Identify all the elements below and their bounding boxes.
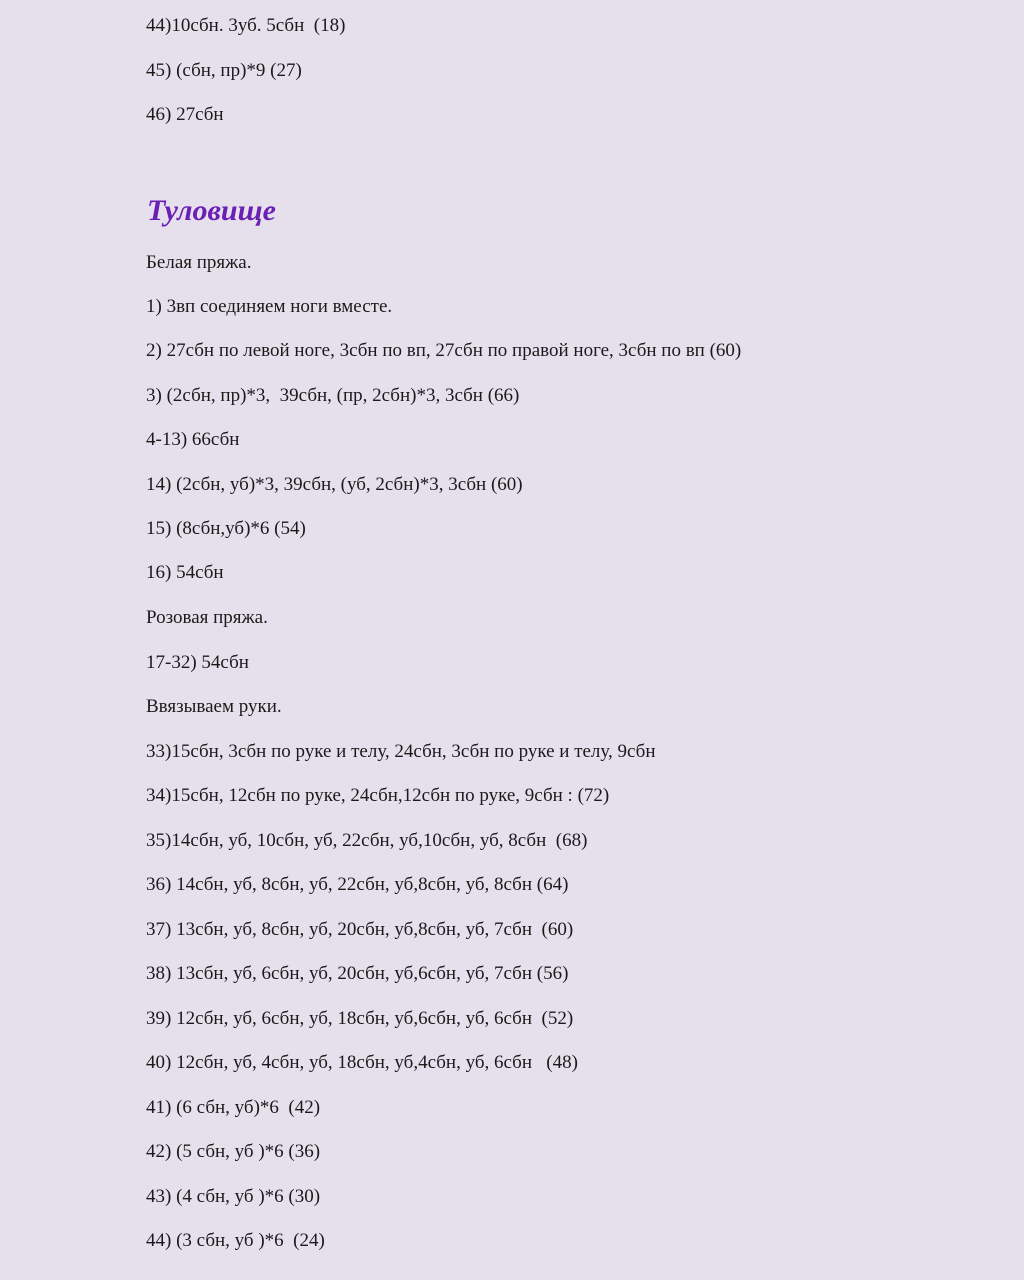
pattern-row: 1) 3вп соединяем ноги вместе. — [146, 296, 393, 317]
pattern-row: 34)15сбн, 12сбн по руке, 24сбн,12сбн по руке, 9сбн : (72) — [146, 785, 610, 806]
pattern-row: 14) (2сбн, уб)*3, 39сбн, (уб, 2сбн)*3, 3сбн (60) — [146, 474, 523, 495]
pattern-row-46: 46) 27сбн — [146, 104, 224, 125]
pattern-row-44: 44)10сбн. 3уб. 5сбн (18) — [146, 15, 346, 36]
step-note-arms: Ввязываем руки. — [146, 696, 282, 717]
pattern-row: 15) (8сбн,уб)*6 (54) — [146, 518, 306, 539]
section-title: Туловище — [147, 194, 276, 227]
pattern-row: 37) 13сбн, уб, 8сбн, уб, 20сбн, уб,8сбн, уб, 7сбн (60) — [146, 919, 574, 940]
pattern-row: 17-32) 54сбн — [146, 652, 249, 673]
pattern-row: 35)14сбн, уб, 10сбн, уб, 22сбн, уб,10сбн, уб, 8сбн (68) — [146, 830, 588, 851]
pattern-row: 43) (4 сбн, уб )*6 (30) — [146, 1186, 321, 1207]
pattern-row: 3) (2сбн, пр)*3, 39сбн, (пр, 2сбн)*3, 3сбн (66) — [146, 385, 520, 406]
pattern-row: 38) 13сбн, уб, 6сбн, уб, 20сбн, уб,6сбн, уб, 7сбн (56) — [146, 963, 569, 984]
yarn-note-white: Белая пряжа. — [146, 252, 252, 273]
pattern-row: 41) (6 сбн, уб)*6 (42) — [146, 1097, 321, 1118]
pattern-row: 40) 12сбн, уб, 4сбн, уб, 18сбн, уб,4сбн, уб, 6сбн (48) — [146, 1052, 578, 1073]
pattern-row: 33)15сбн, 3сбн по руке и телу, 24сбн, 3сбн по руке и телу, 9сбн — [146, 741, 656, 762]
pattern-row: 44) (3 сбн, уб )*6 (24) — [146, 1230, 325, 1251]
pattern-row: 16) 54сбн — [146, 562, 224, 583]
pattern-row: 2) 27сбн по левой ноге, 3сбн по вп, 27сбн по правой ноге, 3сбн по вп (60) — [146, 340, 742, 361]
pattern-row: 42) (5 сбн, уб )*6 (36) — [146, 1141, 321, 1162]
pattern-row: 39) 12сбн, уб, 6сбн, уб, 18сбн, уб,6сбн, уб, 6сбн (52) — [146, 1008, 574, 1029]
pattern-row: 36) 14сбн, уб, 8сбн, уб, 22сбн, уб,8сбн, уб, 8сбн (64) — [146, 874, 569, 895]
pattern-row-45: 45) (сбн, пр)*9 (27) — [146, 60, 302, 81]
pattern-row: 4-13) 66сбн — [146, 429, 240, 450]
yarn-note-pink: Розовая пряжа. — [146, 607, 268, 628]
